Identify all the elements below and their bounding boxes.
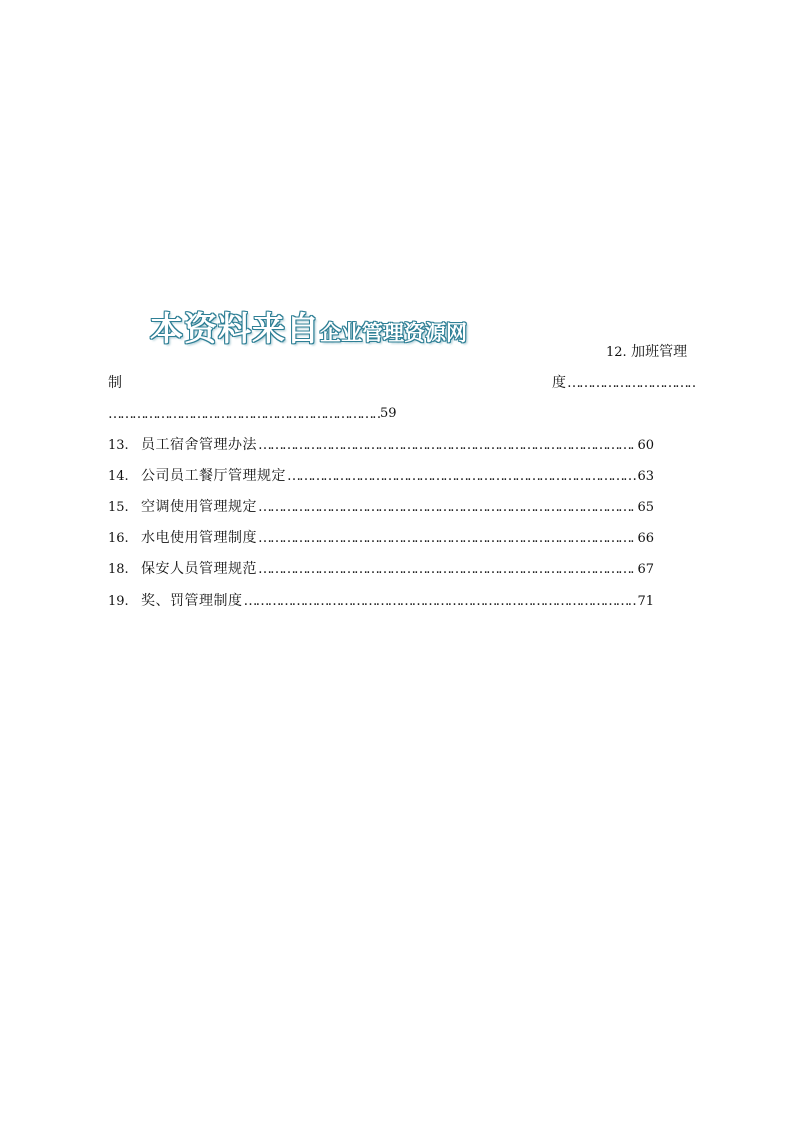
toc-item-12-page: 59	[380, 406, 397, 421]
toc-row-leader-dots	[287, 467, 636, 485]
toc-item-12-leader-dots-2	[108, 405, 380, 423]
toc-row-title: 水电使用管理制度	[141, 530, 257, 546]
toc-row-number: 19.	[108, 594, 129, 609]
toc-row-leader-dots	[258, 498, 636, 516]
toc-item-12-leader-dots-1	[567, 374, 695, 392]
toc-row	[108, 529, 654, 548]
toc-row-page: 63	[637, 469, 654, 484]
watermark-banner	[150, 309, 467, 348]
toc-row-title: 保安人员管理规范	[141, 561, 257, 577]
toc-row-title: 员工宿舍管理办法	[141, 437, 257, 453]
toc-row-page: 65	[637, 500, 654, 515]
toc-row-leader-dots	[258, 529, 636, 547]
toc-row-title: 空调使用管理规定	[141, 499, 257, 515]
watermark-text-small: 企业管理资源网	[320, 321, 467, 345]
watermark-text-large: 本资料来自	[150, 309, 320, 348]
toc-row-number: 13.	[108, 438, 129, 453]
toc-row-number: 15.	[108, 500, 129, 515]
toc-row-page: 71	[637, 594, 654, 609]
toc-row-title: 公司员工餐厅管理规定	[141, 468, 286, 484]
toc-row	[108, 592, 654, 611]
toc-row-number: 16.	[108, 531, 129, 546]
toc-row-leader-dots	[244, 592, 637, 610]
toc-item-12-title-part3: 度	[552, 375, 566, 391]
toc-row-title: 奖、罚管理制度	[141, 593, 243, 609]
toc-row	[108, 560, 654, 579]
toc-row-page: 67	[637, 562, 654, 577]
toc-row-number: 18.	[108, 562, 129, 577]
toc-row	[108, 498, 654, 517]
toc-row-page: 66	[637, 531, 654, 546]
toc-row-leader-dots	[258, 560, 636, 578]
toc-item-12-title-part1: 加班管理	[631, 344, 688, 360]
toc-row-leader-dots	[258, 436, 636, 454]
toc-row	[108, 436, 654, 455]
toc-item-12-title-part2: 制	[108, 375, 122, 391]
toc-item-12-number: 12.	[606, 345, 627, 360]
toc-item-12-head	[606, 343, 687, 362]
toc-row-number: 14.	[108, 469, 129, 484]
toc-row	[108, 467, 654, 486]
toc-row-page: 60	[637, 438, 654, 453]
